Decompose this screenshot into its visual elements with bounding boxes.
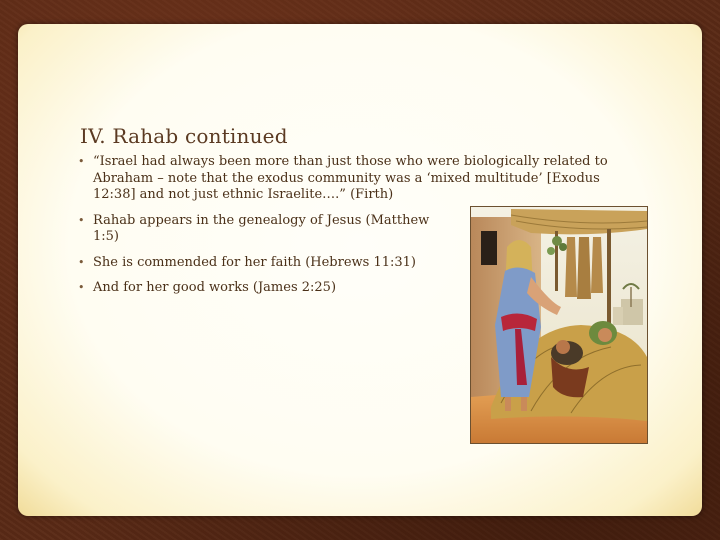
- bullet-item: [76, 213, 433, 246]
- bullet-text: She is commended for her faith (Hebrews 11:31): [93, 254, 417, 270]
- bullet-icon: •: [78, 155, 85, 168]
- bullet-icon: •: [78, 281, 85, 294]
- bullet-item: [76, 154, 646, 204]
- bullet-icon: •: [78, 213, 85, 227]
- rahab-illustration: [470, 206, 648, 444]
- bullet-text: Rahab appears in the genealogy of Jesus (Matthew 1:5): [93, 212, 430, 244]
- bullet-text: And for her good works (James 2:25): [93, 280, 337, 295]
- slide-title: IV. Rahab continued: [80, 124, 288, 148]
- bullet-item: [76, 280, 433, 297]
- rahab-illustration-drawing: [471, 207, 647, 443]
- bullet-item: [76, 255, 433, 272]
- bullet-icon: •: [78, 255, 85, 269]
- slide: [18, 24, 702, 516]
- bullet-text: “Israel had always been more than just those who were biologically related to Abraham – note that the exodus community was a ‘mixed multitude’ [Exodus 12:38] and not just ethnic Israelite….” (Firth): [93, 154, 608, 202]
